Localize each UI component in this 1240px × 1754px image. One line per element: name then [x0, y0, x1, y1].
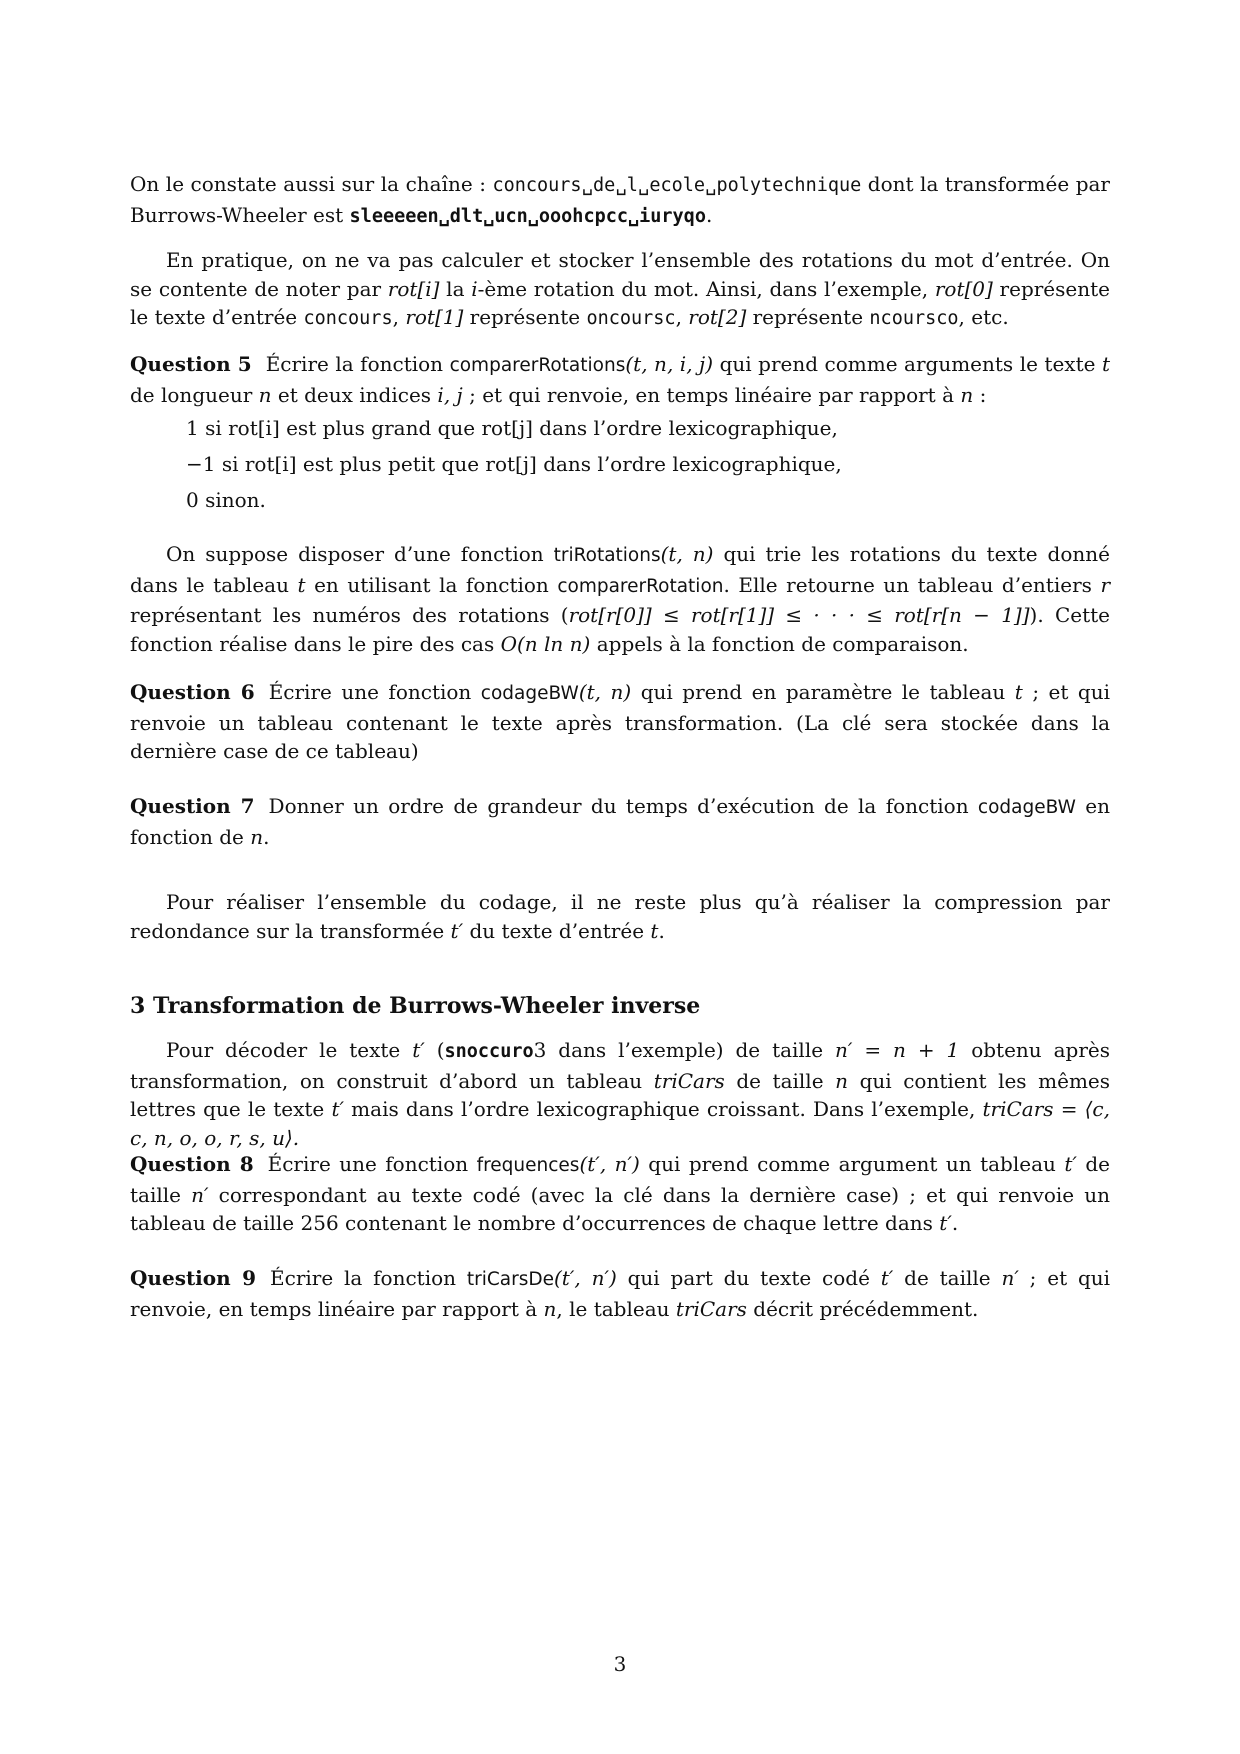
function-name: frequences	[476, 1155, 580, 1176]
question-6: Question 6 Écrire une fonction codageBW(t, n) qui prend en paramètre le tableau t ; et qui renvoie un tableau contenant le texte après transformation. (La clé sera stockée dans la dernière case de ce tableau)	[130, 680, 1111, 763]
paragraph-intro: On le constate aussi sur la chaîne : concours␣de␣l␣ecole␣polytechnique dont la transformée par Burrows-Wheeler est sleeeeen␣dlt␣ucn␣ooohcpcc␣iuryqo.	[130, 172, 1110, 227]
function-name: comparerRotations	[449, 355, 626, 376]
list-item: −1 si rot[i] est plus petit que rot[j] dans l’ordre lexicographique,	[186, 452, 842, 476]
paragraph-compression: Pour réaliser l’ensemble du codage, il ne reste plus qu’à réaliser la compression par redondance sur la transformée t′ du texte d’entrée t.	[130, 890, 1110, 943]
code-example-input: concours␣de␣l␣ecole␣polytechnique	[492, 175, 862, 196]
question-label: Question 7	[130, 794, 255, 818]
question-9: Question 9 Écrire la fonction triCarsDe(t′, n′) qui part du texte codé t′ de taille n′ ; et qui renvoie, en temps linéaire par rapport à n, le tableau triCars décrit précédemment.	[130, 1266, 1111, 1321]
function-name: codageBW	[480, 683, 579, 704]
question-8: Question 8 Écrire une fonction frequences(t′, n′) qui prend comme argument un tableau t′ de taille n′ correspondant au texte codé (avec la clé dans la dernière case) ; et qui renvoie un tableau de taille 256 contenant le nombre d’occurrences de chaque lettre dans t′.	[130, 1152, 1111, 1235]
function-name: codageBW	[977, 797, 1076, 818]
question-5: Question 5 Écrire la fonction comparerRotations(t, n, i, j) qui prend comme arguments le texte t de longueur n et deux indices i, j ; et qui renvoie, en temps linéaire par rapport à n :	[130, 352, 1110, 407]
question-label: Question 9	[130, 1266, 257, 1290]
paragraph-sort: On suppose disposer d’une fonction triRotations(t, n) qui trie les rotations du texte donné dans le tableau t en utilisant la fonction comparerRotation. Elle retourne un tableau d’entiers r représentant les numéros des rotations (rot[r[0]] ≤ rot[r[1]] ≤ · · · ≤ rot[r[n − 1]]). Cette fonction réalise dans le pire des cas O(n ln n) appels à la fonction de comparaison.	[130, 542, 1110, 656]
page-number: 3	[613, 1652, 627, 1676]
code-example-output: sleeeeen␣dlt␣ucn␣ooohcpcc␣iuryqo	[349, 205, 706, 227]
list-item: 0 sinon.	[186, 488, 266, 512]
question-label: Question 8	[130, 1152, 254, 1176]
function-name: comparerRotation	[557, 575, 724, 597]
paragraph-decoding: Pour décoder le texte t′ (snoccuro3 dans l’exemple) de taille n′ = n + 1 obtenu après transformation, on construit d’abord un tableau triCars de taille n qui contient les mêmes lettres que le texte t′ mais dans l’ordre lexicographique croissant. Dans l’exemple, triCars = ⟨c, c, n, o, o, r, s, u⟩.	[130, 1038, 1111, 1150]
question-label: Question 6	[130, 680, 255, 704]
function-name: triRotations	[553, 545, 661, 566]
question-7: Question 7 Donner un ordre de grandeur du temps d’exécution de la fonction codageBW en fonction de n.	[130, 794, 1111, 849]
question-label: Question 5	[130, 352, 252, 376]
section-heading: 3 Transformation de Burrows-Wheeler inverse	[130, 993, 701, 1019]
return-values-list	[186, 410, 1086, 518]
list-item: 1 si rot[i] est plus grand que rot[j] dans l’ordre lexicographique,	[186, 416, 838, 440]
paragraph-rotations: En pratique, on ne va pas calculer et stocker l’ensemble des rotations du mot d’entrée. On se contente de noter par rot[i] la i-ème rotation du mot. Ainsi, dans l’exemple, rot[0] représente le texte d’entrée concours, rot[1] représente oncoursc, rot[2] représente ncoursco, etc.	[130, 248, 1110, 329]
function-name: triCarsDe	[466, 1269, 554, 1290]
